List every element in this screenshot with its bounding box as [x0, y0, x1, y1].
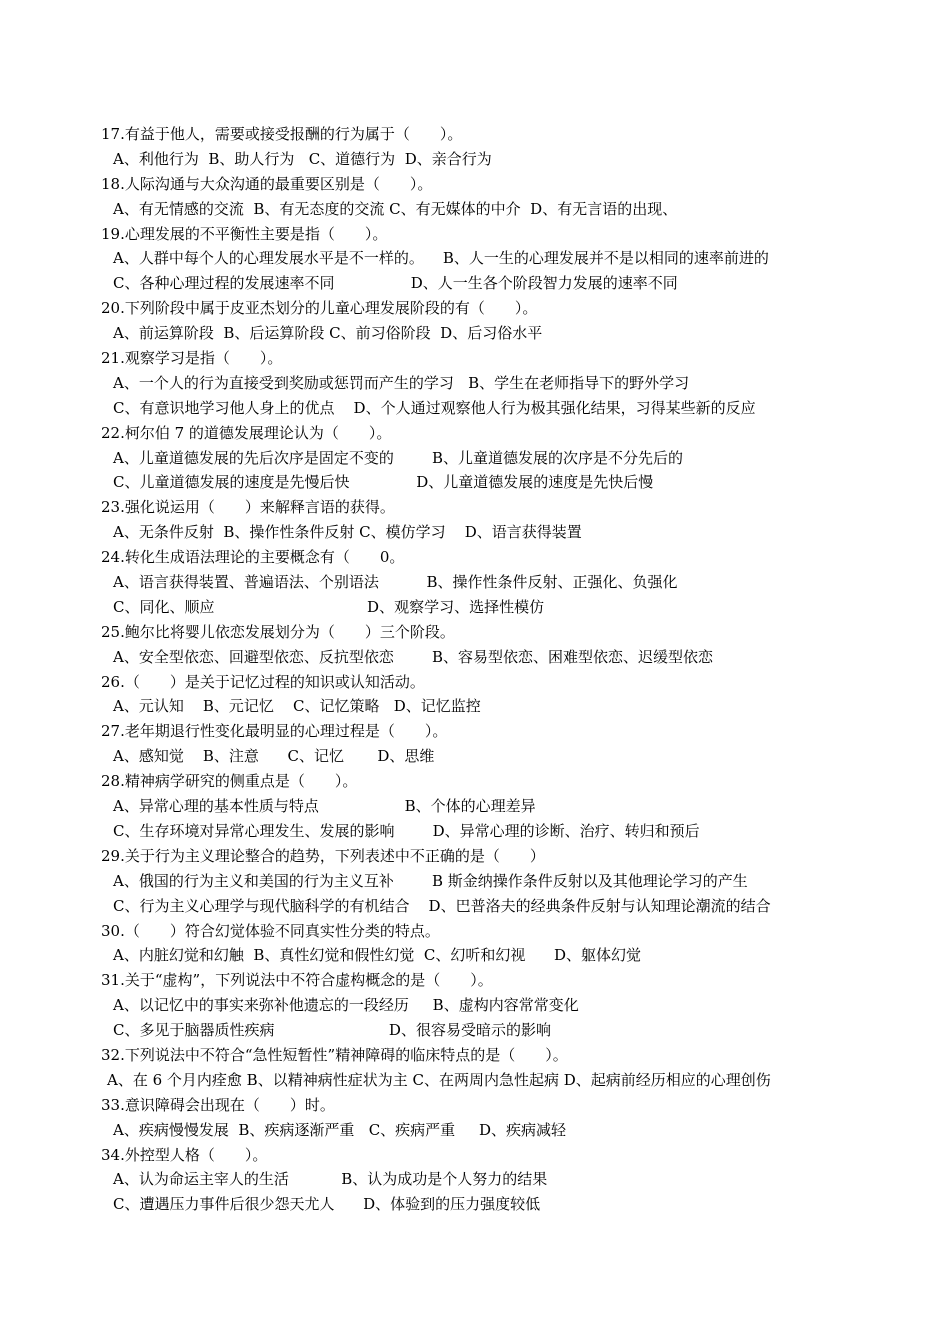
options-line: C、有意识地学习他人身上的优点 D、个人通过观察他人行为极其强化结果，习得某些新的反应 — [113, 398, 756, 417]
question-line: 28.精神病学研究的侧重点是（ ）。 — [101, 772, 358, 791]
question-line: 32.下列说法中不符合“急性短暂性”精神障碍的临床特点的是（ ）。 — [101, 1045, 568, 1064]
options-line: A、一个人的行为直接受到奖励或惩罚而产生的学习 B、学生在老师指导下的野外学习 — [113, 373, 690, 392]
question-line: 27.老年期退行性变化最明显的心理过程是（ ）。 — [101, 722, 448, 741]
question-line: 21.观察学习是指（ ）。 — [101, 349, 283, 368]
options-line: A、安全型依恋、回避型依恋、反抗型依恋 B、容易型依恋、困难型依恋、迟缓型依恋 — [113, 647, 714, 666]
options-line: A、认为命运主宰人的生活 B、认为成功是个人努力的结果 — [113, 1170, 548, 1189]
options-line: A、俄国的行为主义和美国的行为主义互补 B 斯金纳操作条件反射以及其他理论学习的产生 — [113, 871, 748, 890]
question-line: 29.关于行为主义理论整合的趋势，下列表述中不正确的是（ ） — [101, 846, 545, 865]
options-line: A、语言获得装置、普遍语法、个别语法 B、操作性条件反射、正强化、负强化 — [113, 573, 678, 592]
options-line: C、行为主义心理学与现代脑科学的有机结合 D、巴普洛夫的经典条件反射与认知理论潮流的结合 — [113, 896, 771, 915]
options-line: A、疾病慢慢发展 B、疾病逐渐严重 C、疾病严重 D、疾病减轻 — [113, 1120, 567, 1139]
options-line: A、利他行为 B、助人行为 C、道德行为 D、亲合行为 — [113, 149, 492, 168]
options-line: C、生存环境对异常心理发生、发展的影响 D、异常心理的诊断、治疗、转归和预后 — [113, 821, 700, 840]
options-line: A、无条件反射 B、操作性条件反射 C、模仿学习 D、语言获得装置 — [113, 523, 582, 542]
options-line: A、在 6 个月内痊愈 B、以精神病性症状为主 C、在两周内急性起病 D、起病前经历相应的心理创伤 — [107, 1070, 771, 1089]
question-line: 17.有益于他人，需要或接受报酬的行为属于（ ）。 — [101, 125, 463, 143]
question-line: 20.下列阶段中属于皮亚杰划分的儿童心理发展阶段的有（ ）。 — [101, 299, 538, 318]
document-body — [101, 122, 861, 1217]
options-line: A、以记忆中的事实来弥补他遗忘的一段经历 B、虚构内容常常变化 — [113, 996, 579, 1015]
options-line: C、各种心理过程的发展速率不同 D、人一生各个阶段智力发展的速率不同 — [113, 274, 678, 293]
question-line: 26.（ ）是关于记忆过程的知识或认知活动。 — [101, 672, 425, 691]
question-line: 23.强化说运用（ ）来解释言语的获得。 — [101, 498, 395, 517]
options-line: A、人群中每个人的心理发展水平是不一样的。 B、人一生的心理发展并不是以相同的速率前进的 — [113, 249, 769, 268]
options-line: A、元认知 B、元记忆 C、记忆策略 D、记忆监控 — [113, 697, 481, 716]
question-line: 34.外控型人格（ ）。 — [101, 1145, 268, 1164]
question-line: 30.（ ）符合幻觉体验不同真实性分类的特点。 — [101, 921, 440, 940]
options-line: A、内脏幻觉和幻触 B、真性幻觉和假性幻觉 C、幻听和幻视 D、躯体幻觉 — [113, 946, 642, 965]
options-line: A、前运算阶段 B、后运算阶段 C、前习俗阶段 D、后习俗水平 — [113, 324, 543, 343]
options-line: A、儿童道德发展的先后次序是固定不变的 B、儿童道德发展的次序是不分先后的 — [113, 448, 684, 467]
options-line: C、遭遇压力事件后很少怨天尤人 D、体验到的压力强度较低 — [113, 1195, 541, 1214]
options-line: A、感知觉 B、注意 C、记忆 D、思维 — [113, 747, 435, 766]
question-line: 22.柯尔伯 7 的道德发展理论认为（ ）。 — [101, 423, 392, 442]
question-line: 24.转化生成语法理论的主要概念有（ 0。 — [101, 548, 405, 567]
options-line: C、儿童道德发展的速度是先慢后快 D、儿童道德发展的速度是先快后慢 — [113, 473, 654, 492]
question-line: 19.心理发展的不平衡性主要是指（ ）。 — [101, 224, 388, 243]
question-line: 25.鲍尔比将婴儿依恋发展划分为（ ）三个阶段。 — [101, 622, 455, 641]
question-line: 18.人际沟通与大众沟通的最重要区别是（ ）。 — [101, 174, 433, 193]
options-line: A、异常心理的基本性质与特点 B、个体的心理差异 — [113, 797, 536, 816]
options-line: A、有无情感的交流 B、有无态度的交流 C、有无媒体的中介 D、有无言语的出现、 — [113, 199, 678, 218]
options-line: C、同化、顺应 D、观察学习、选择性模仿 — [113, 597, 545, 616]
options-line: C、多见于脑器质性疾病 D、很容易受暗示的影响 — [113, 1021, 551, 1040]
question-line: 33.意识障碍会出现在（ ）时。 — [101, 1095, 335, 1114]
question-line: 31.关于“虚构”，下列说法中不符合虚构概念的是（ ）。 — [101, 971, 493, 990]
